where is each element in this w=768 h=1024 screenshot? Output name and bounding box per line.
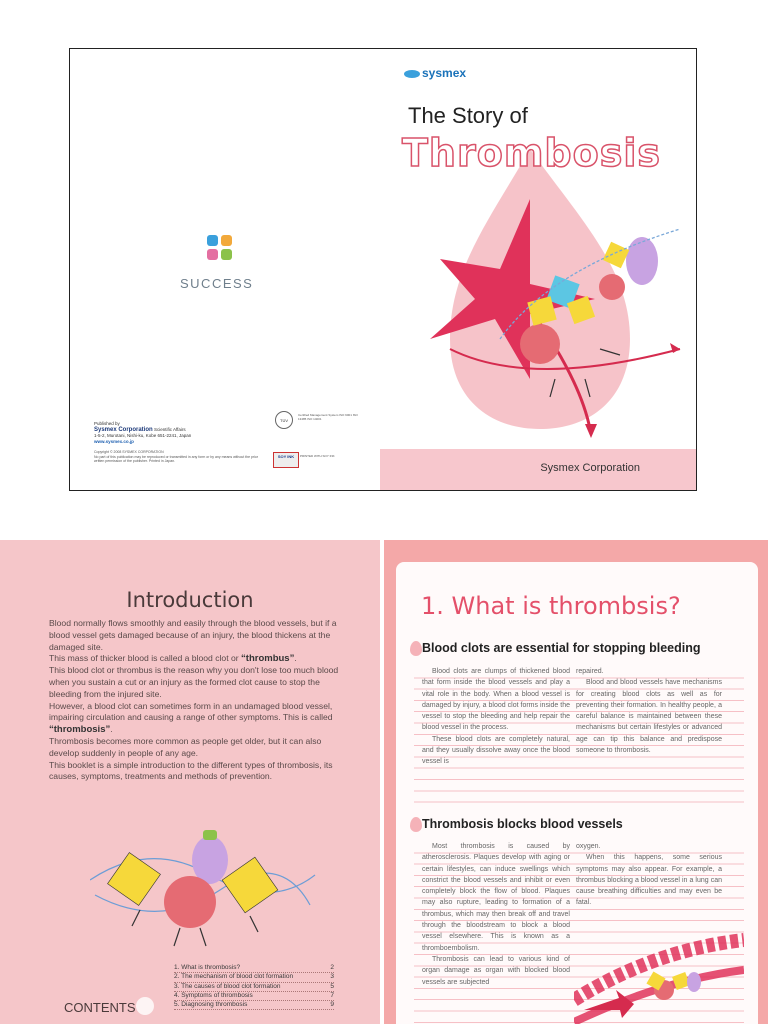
tuv-certification-icon: TÜV [275, 411, 293, 429]
contents-bullet-icon [136, 997, 154, 1015]
back-cover [70, 49, 380, 490]
chapter-title: 1. What is thrombsis? [421, 592, 681, 620]
intro-illustration [90, 820, 320, 960]
published-by-label: Published by [94, 421, 120, 426]
publisher-url[interactable]: www.sysmex.co.jp [94, 439, 134, 444]
publisher-name: Sysmex Corporation [94, 427, 153, 433]
introduction-body [49, 618, 339, 783]
section1-right-column [576, 666, 722, 756]
copyright-notice: No part of this publication may be reproduced or transmitted in any form or by any means without the prior written permission of the publisher. Printed in Japan. [94, 454, 258, 463]
cover-title-line1: The Story of [408, 103, 528, 128]
body-paragraph: oxygen. [576, 843, 601, 850]
publisher-dept: Scientific Affairs [153, 427, 186, 432]
term-thrombosis: “thrombosis” [49, 724, 111, 736]
publisher-block [94, 421, 264, 464]
success-logo-text: SUCCESS [180, 276, 254, 291]
sysmex-logo [404, 66, 466, 80]
publisher-address: 1-5-2, Murotani, Nishi-ku, Kobe 651-2241, Japan [94, 433, 192, 438]
logo-square-pink [207, 249, 218, 260]
intro-paragraph: Blood normally flows smoothly and easily through the blood vessels, but if a blood vessel gets damaged because of an injury, the blood thickens at the damaged site. [49, 618, 337, 652]
toc-item[interactable]: 1. What is thrombosis? 2 [174, 964, 334, 973]
term-thrombus: “thrombus” [241, 653, 295, 665]
section2-right-column [576, 841, 722, 909]
certification-text: Certified Management System ISO 9001 ISO 13485 ISO 14001 [298, 413, 358, 421]
cover-publisher: Sysmex Corporation [540, 462, 640, 474]
body-paragraph: Thrombosis can lead to various kind of organ damage as organ with blocked blood vessels are subjected [422, 955, 570, 986]
sysmex-brand-text: sysmex [422, 66, 467, 80]
contents-label: CONTENTS [64, 1000, 136, 1015]
toc-item[interactable]: 3. The causes of blood clot formation 5 [174, 983, 334, 992]
body-paragraph: These blood clots are completely natural, and they usually dissolve away once the blood vessel is [422, 735, 570, 766]
section-heading: Thrombosis blocks blood vessels [422, 817, 623, 831]
body-paragraph: Blood and blood vessels have mechanisms for creating blood clots as well as for preventing their formation. In healthy people, a careful balance is maintained between these mechanisms but certain lifestyles or advanced age can tip this balance and predispose someone to thrombosis. [576, 679, 722, 755]
chapter-page [384, 540, 768, 1024]
body-paragraph: Blood clots are clumps of thickened blood that form inside the blood vessels and play a vital role in the body. When a blood vessel is damaged by injury, a blood clot forms inside the vessel to stop the bleeding and help repair the blood vessel in the process. [422, 668, 570, 732]
logo-square-blue [207, 235, 218, 246]
toc-item[interactable]: 4. Symptoms of thrombosis 7 [174, 992, 334, 1001]
toc-item[interactable]: 2. The mechanism of blood clot formation 3 [174, 973, 334, 982]
introduction-title: Introduction [126, 588, 254, 612]
table-of-contents [174, 964, 334, 1010]
cover-spread [69, 48, 697, 491]
intro-paragraph: This mass of thicker blood is called a blood clot or “thrombus”. [49, 653, 297, 665]
soy-ink-text: PRINTED WITH SOY INK [300, 454, 335, 458]
body-paragraph: When this happens, some serious symptoms may also appear. For example, a thrombus blocking a blood vessel in a lung can cause breathing difficulties and may even be fatal. [576, 854, 722, 907]
blood-drop-icon [410, 817, 422, 832]
front-cover [380, 49, 697, 490]
character-purple [626, 237, 658, 285]
section1-left-column [422, 666, 570, 768]
section2-left-column [422, 841, 570, 988]
intro-paragraph: This booklet is a simple introduction to the different types of thrombosis, its causes, symptoms, treatments and methods of prevention. [49, 759, 333, 782]
sysmex-swoosh-icon [404, 70, 420, 78]
intro-paragraph: However, a blood clot can sometimes form in an undamaged blood vessel, impairing circulation and causing a range of other symptoms. This is called “thrombosis”. [49, 700, 333, 736]
copyright-text: Copyright © 2008 SYSMEX CORPORATION [94, 450, 164, 454]
soy-ink-icon: SOY INK [273, 452, 299, 468]
intro-paragraph: Thrombosis becomes more common as people get older, but it can also develop suddenly in people of any age. [49, 735, 322, 758]
body-paragraph: repaired. [576, 668, 604, 675]
section-heading: Blood clots are essential for stopping bleeding [422, 641, 701, 655]
blood-vessel-illustration [574, 930, 744, 1024]
introduction-page [0, 540, 380, 1024]
logo-square-green [221, 249, 232, 260]
blood-drop-icon [410, 641, 422, 656]
intro-paragraph: This blood clot or thrombus is the reason why you don't lose too much blood when you sustain a cut or an injury as the formed clot cause to stop the bleeding from the injured site. [49, 665, 339, 699]
toc-item[interactable]: 5. Diagnosing thrombosis 9 [174, 1001, 334, 1010]
logo-square-orange [221, 235, 232, 246]
character-red-ball [520, 324, 560, 364]
body-paragraph: Most thrombosis is caused by atherosclerosis. Plaques develop with aging or certain lifestyles, can induce swellings which constrict the blood vessels and inhibit or even completely block the flow of blood. Plaques may also rupture, leading to formation of a thrombus, which may then break off and travel through the bloodstream to block a blood vessel elsewhere. This is known as a thromboembolism. [422, 843, 570, 952]
cover-title-line2: Thrombosis [402, 131, 661, 175]
